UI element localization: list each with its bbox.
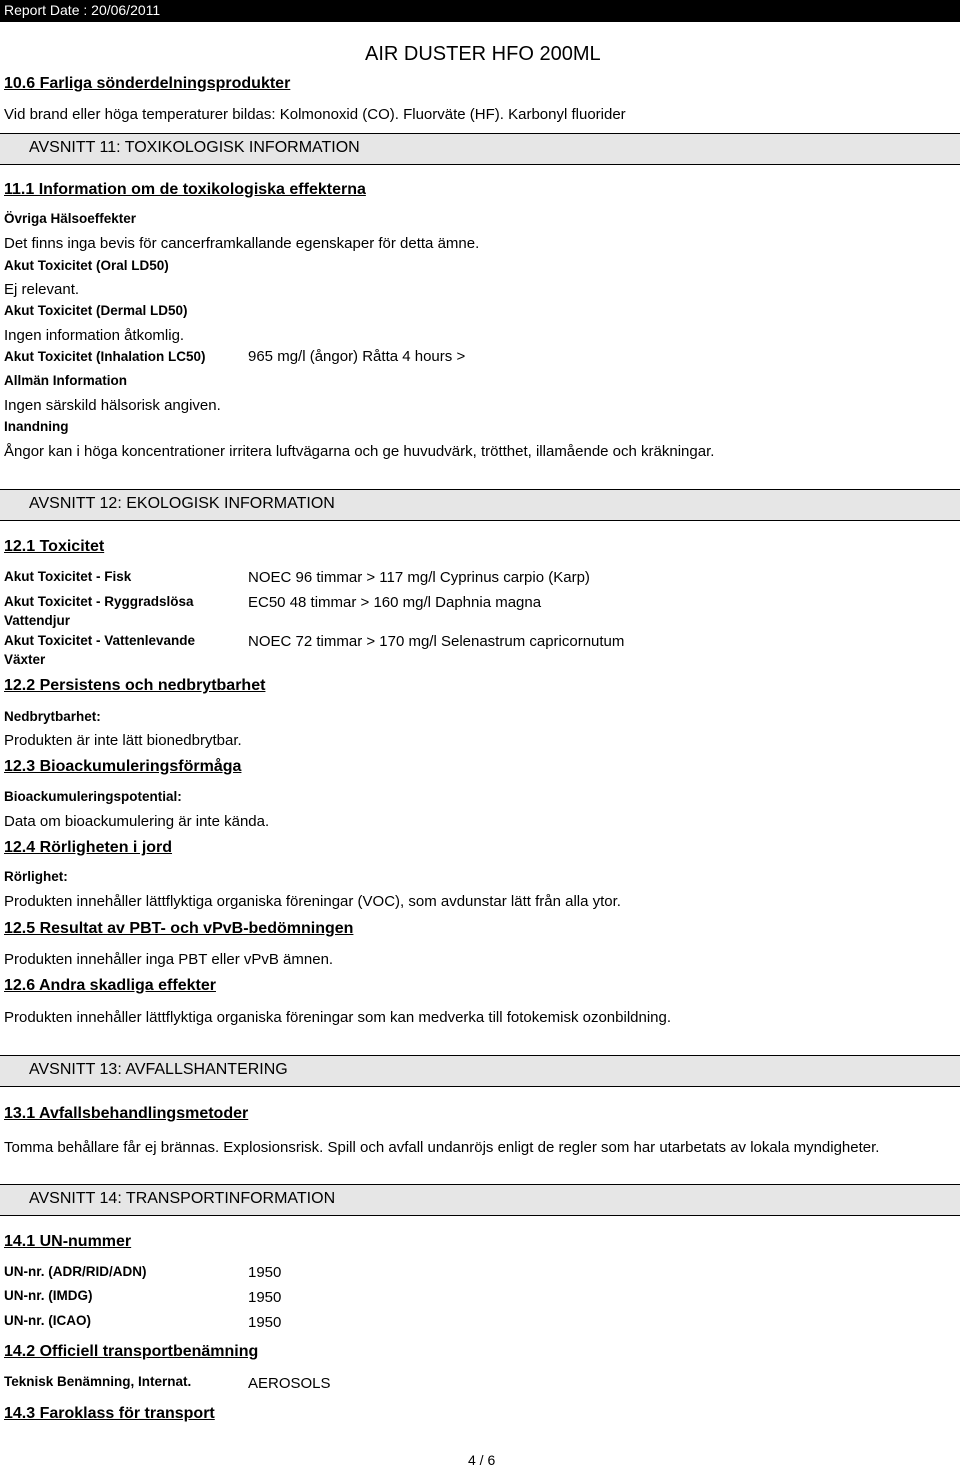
subsection-14-1-title: 14.1 UN-nummer [4,1233,132,1250]
invertebrate-toxicity-value: EC50 48 timmar > 160 mg/l Daphnia magna [248,594,542,611]
technical-name-value: AEROSOLS [248,1375,331,1392]
section-14-title: AVSNITT 14: TRANSPORTINFORMATION [29,1190,336,1207]
inhalation-lc50-value: 965 mg/l (ångor) Råtta 4 hours > [248,348,466,365]
subsection-10-6-title: 10.6 Farliga sönderdelningsprodukter [4,75,291,92]
invertebrate-toxicity-label-line2: Vattendjur [4,613,71,628]
oral-ld50-label: Akut Toxicitet (Oral LD50) [4,258,169,273]
inhalation-lc50-label: Akut Toxicitet (Inhalation LC50) [4,349,206,364]
degradability-label: Nedbrytbarhet: [4,709,101,724]
section-11-title: AVSNITT 11: TOXIKOLOGISK INFORMATION [29,139,360,156]
subsection-12-2-title: 12.2 Persistens och nedbrytbarhet [4,677,266,694]
un-number-adr-value: 1950 [248,1264,282,1281]
un-number-adr-label: UN-nr. (ADR/RID/ADN) [4,1264,147,1279]
fish-toxicity-label: Akut Toxicitet - Fisk [4,569,132,584]
un-number-imdg-value: 1950 [248,1289,282,1306]
invertebrate-toxicity-label-line1: Akut Toxicitet - Ryggradslösa [4,594,194,609]
other-health-effects-label: Övriga Hälsoeffekter [4,211,137,226]
general-information-text: Ingen särskild hälsorisk angiven. [4,397,221,414]
subsection-11-1-title: 11.1 Information om de toxikologiska effekterna [4,181,366,198]
section-11-header [0,133,960,165]
dermal-ld50-text: Ingen information åtkomlig. [4,327,185,344]
plant-toxicity-value: NOEC 72 timmar > 170 mg/l Selenastrum capricornutum [248,633,625,650]
other-effects-text: Produkten innehåller lättflyktiga organiska föreningar som kan medverka till fotokemisk ozonbildning. [4,1009,672,1026]
product-name: AIR DUSTER HFO 200ML [365,43,601,65]
bioaccumulation-text: Data om bioackumulering är inte kända. [4,813,270,830]
mobility-text: Produkten innehåller lättflyktiga organiska föreningar (VOC), som avdunstar lätt från alla ytor. [4,893,621,910]
subsection-12-4-title: 12.4 Rörligheten i jord [4,839,173,856]
plant-toxicity-label-line2: Växter [4,652,46,667]
fish-toxicity-value: NOEC 96 timmar > 117 mg/l Cyprinus carpio (Karp) [248,569,590,586]
un-number-imdg-label: UN-nr. (IMDG) [4,1288,93,1303]
subsection-12-5-title: 12.5 Resultat av PBT- och vPvB-bedömningen [4,920,354,937]
plant-toxicity-label-line1: Akut Toxicitet - Vattenlevande [4,633,196,648]
dermal-ld50-label: Akut Toxicitet (Dermal LD50) [4,303,188,318]
waste-disposal-text: Tomma behållare får ej brännas. Explosionsrisk. Spill och avfall undanröjs enligt de regler som har utarbetats av lokala myndigheter. [4,1139,880,1156]
subsection-14-3-title: 14.3 Faroklass för transport [4,1405,215,1422]
decomposition-products-text: Vid brand eller höga temperaturer bildas: Kolmonoxid (CO). Fluorväte (HF). Karbonyl fluorider [4,106,626,123]
inhalation-label: Inandning [4,419,69,434]
report-date: Report Date : 20/06/2011 [4,2,161,18]
section-13-header [0,1055,960,1087]
technical-name-label: Teknisk Benämning, Internat. [4,1374,192,1389]
oral-ld50-text: Ej relevant. [4,281,80,298]
section-12-header [0,489,960,521]
general-information-label: Allmän Information [4,373,128,388]
bioaccumulation-label: Bioackumuleringspotential: [4,789,182,804]
un-number-icao-value: 1950 [248,1314,282,1331]
other-health-effects-text: Det finns inga bevis för cancerframkallande egenskaper för detta ämne. [4,235,480,252]
section-14-header [0,1184,960,1216]
subsection-12-1-title: 12.1 Toxicitet [4,538,105,555]
page-number: 4 / 6 [468,1452,496,1468]
mobility-label: Rörlighet: [4,869,68,884]
subsection-12-3-title: 12.3 Bioackumuleringsförmåga [4,758,242,775]
degradability-text: Produkten är inte lätt bionedbrytbar. [4,732,242,749]
section-13-title: AVSNITT 13: AVFALLSHANTERING [29,1061,288,1078]
section-12-title: AVSNITT 12: EKOLOGISK INFORMATION [29,495,335,512]
un-number-icao-label: UN-nr. (ICAO) [4,1313,91,1328]
report-header-bar [0,0,960,22]
subsection-13-1-title: 13.1 Avfallsbehandlingsmetoder [4,1105,249,1122]
subsection-14-2-title: 14.2 Officiell transportbenämning [4,1343,259,1360]
subsection-12-6-title: 12.6 Andra skadliga effekter [4,977,216,994]
pbt-text: Produkten innehåller inga PBT eller vPvB ämnen. [4,951,334,968]
inhalation-text: Ångor kan i höga koncentrationer irritera luftvägarna och ge huvudvärk, trötthet, illamående och kräkningar. [4,443,715,460]
